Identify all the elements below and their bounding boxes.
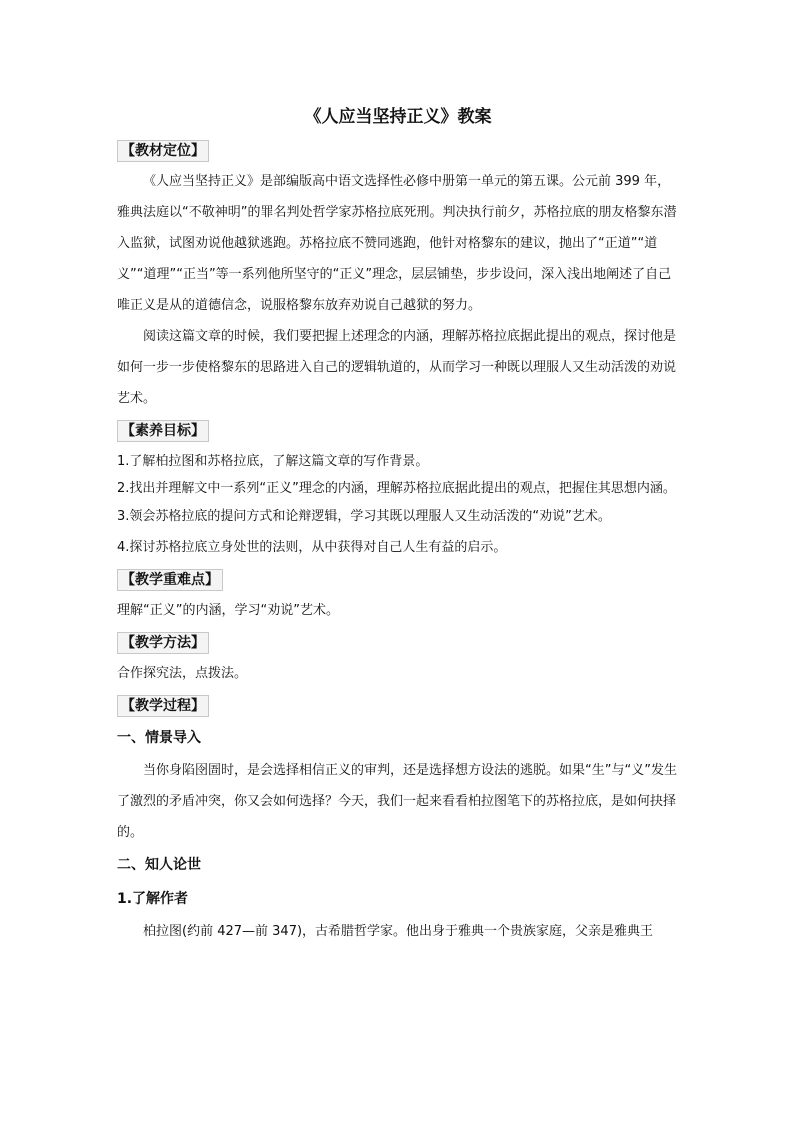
section-heading-goals: 【素养目标】: [117, 420, 209, 442]
methods-text: 合作探究法，点拨法。: [117, 666, 248, 681]
process-part1-heading: 一、情景导入: [117, 730, 201, 746]
key-points-text: 理解“正义”的内涵，学习“劝说”艺术。: [117, 603, 339, 618]
document-page: [117, 100, 679, 947]
section-heading-key-points: 【教学重难点】: [117, 569, 223, 591]
positioning-paragraph-1: 《人应当坚持正义》是部编版高中语文选择性必修中册第一单元的第五课。公元前 399 年，雅典法庭以“不敬神明”的罪名判处哲学家苏格拉底死刑。判决执行前夕，苏格拉底的朋友格黎东潜入监狱，试图劝说他越狱逃跑。苏格拉底不赞同逃跑，他针对格黎东的建议，抛出了“正道”“道义”“道理”“正当”等一系列他所坚守的“正义”理念，层层铺垫，步步设问，深入浅出地阐述了自己唯正义是从的道德信念，说服格黎东放弃劝说自己越狱的努力。: [117, 174, 677, 313]
section-heading-methods: 【教学方法】: [117, 632, 209, 654]
process-part1-text: 当你身陷囹圄时，是会选择相信正义的审判，还是选择想方设法的逃脱。如果“生”与“义”发生了激烈的矛盾冲突，你又会如何选择？今天，我们一起来看看柏拉图笔下的苏格拉底，是如何抉择的。: [117, 763, 677, 840]
process-part2-heading: 二、知人论世: [117, 857, 201, 873]
goal-item-4: 4.探讨苏格拉底立身处世的法则，从中获得对自己人生有益的启示。: [117, 540, 507, 555]
section-heading-process: 【教学过程】: [117, 695, 209, 717]
goal-item-1: 1.了解柏拉图和苏格拉底，了解这篇文章的写作背景。: [117, 454, 429, 469]
document-title: 《人应当坚持正义》教案: [304, 107, 492, 127]
goal-item-3: 3.领会苏格拉底的提问方式和论辩逻辑，学习其既以理服人又生动活泼的“劝说”艺术。: [117, 509, 611, 524]
process-part2-sub1-heading: 1.了解作者: [117, 891, 189, 907]
goal-item-2: 2.找出并理解文中一系列“正义”理念的内涵，理解苏格拉底据此提出的观点，把握住其思想内涵。: [117, 481, 676, 496]
positioning-paragraph-2: 阅读这篇文章的时候，我们要把握上述理念的内涵，理解苏格拉底据此提出的观点，探讨他是如何一步一步使格黎东的思路进入自己的逻辑轨道的，从而学习一种既以理服人又生动活泼的劝说艺术。: [117, 329, 677, 406]
process-part2-sub1-text: 柏拉图(约前 427—前 347)，古希腊哲学家。他出身于雅典一个贵族家庭，父亲是雅典王: [143, 924, 654, 939]
section-heading-positioning: 【教材定位】: [117, 140, 209, 162]
